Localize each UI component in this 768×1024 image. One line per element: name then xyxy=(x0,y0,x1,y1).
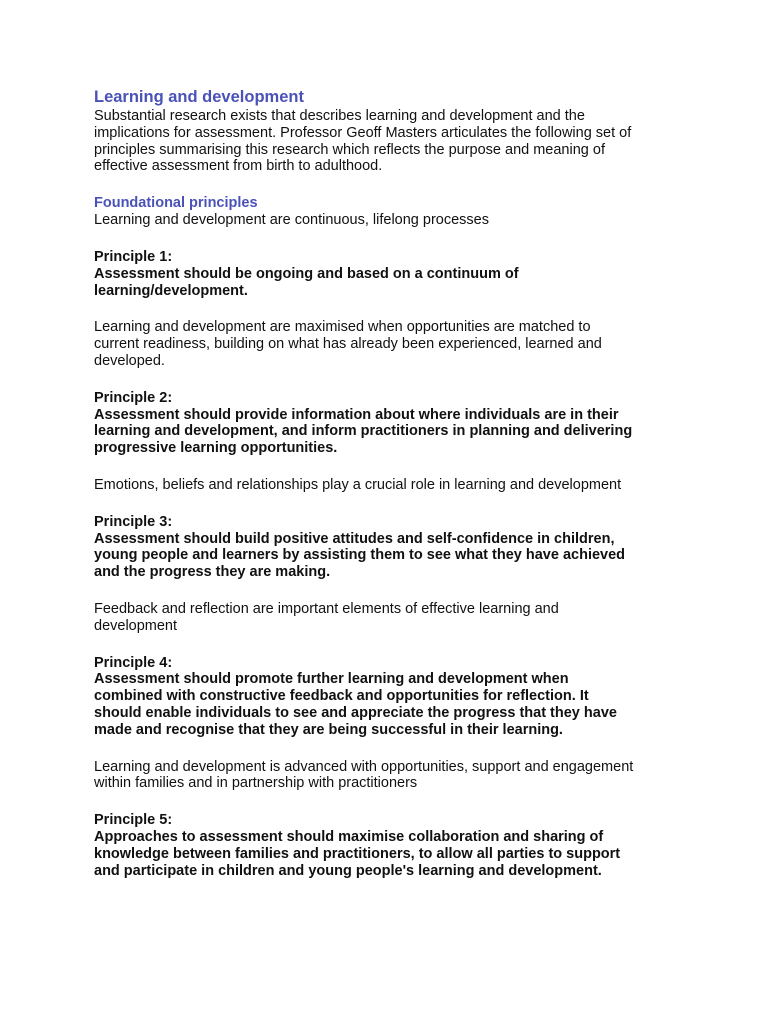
principle-label: Principle 2: xyxy=(94,389,173,406)
principle-text: Assessment should provide information about where individuals are in their learning and development, and inform practitioners in planning and delivering progressive learning opportunities. xyxy=(94,406,633,457)
theme-paragraph: Feedback and reflection are important elements of effective learning and development xyxy=(94,600,559,634)
principle-3 xyxy=(94,514,694,581)
principle-2 xyxy=(94,390,694,457)
page-title: Learning and development xyxy=(94,88,304,106)
principle-text: Assessment should build positive attitudes and self-confidence in children, young people and learners by assisting them to see what they have achieved and the progress they are making. xyxy=(94,530,626,581)
principle-label: Principle 3: xyxy=(94,513,173,530)
theme-paragraph: Learning and development are maximised when opportunities are matched to current readiness, building on what has already been experienced, learned and developed. xyxy=(94,319,602,369)
foundational-text: Learning and development are continuous, lifelong processes xyxy=(94,212,489,229)
principle-label: Principle 4: xyxy=(94,654,173,671)
principle-4 xyxy=(94,655,694,739)
foundational-heading: Foundational principles xyxy=(94,195,258,212)
theme-paragraph: Learning and development is advanced with opportunities, support and engagement within families and in partnership with practitioners xyxy=(94,758,634,792)
principle-5 xyxy=(94,812,694,879)
principle-label: Principle 1: xyxy=(94,248,173,265)
theme-paragraph: Emotions, beliefs and relationships play a crucial role in learning and development xyxy=(94,476,622,493)
principle-text: Assessment should promote further learning and development when combined with constructive feedback and opportunities for reflection. It should enable individuals to see and appreciate the progress that they have made and recognise that they are being successful in their learning. xyxy=(94,671,617,738)
principle-text: Assessment should be ongoing and based on a continuum of learning/development. xyxy=(94,265,519,299)
document-page xyxy=(94,88,694,899)
intro-paragraph: Substantial research exists that describes learning and development and the implications for assessment. Professor Geoff Masters articulates the following set of principles summarising this research which reflects the purpose and meaning of effective assessment from birth to adulthood. xyxy=(94,108,632,175)
principle-1 xyxy=(94,249,694,299)
principle-text: Approaches to assessment should maximise collaboration and sharing of knowledge between families and practitioners, to allow all parties to support and participate in children and young people's learning and development. xyxy=(94,828,621,879)
principle-label: Principle 5: xyxy=(94,812,173,829)
